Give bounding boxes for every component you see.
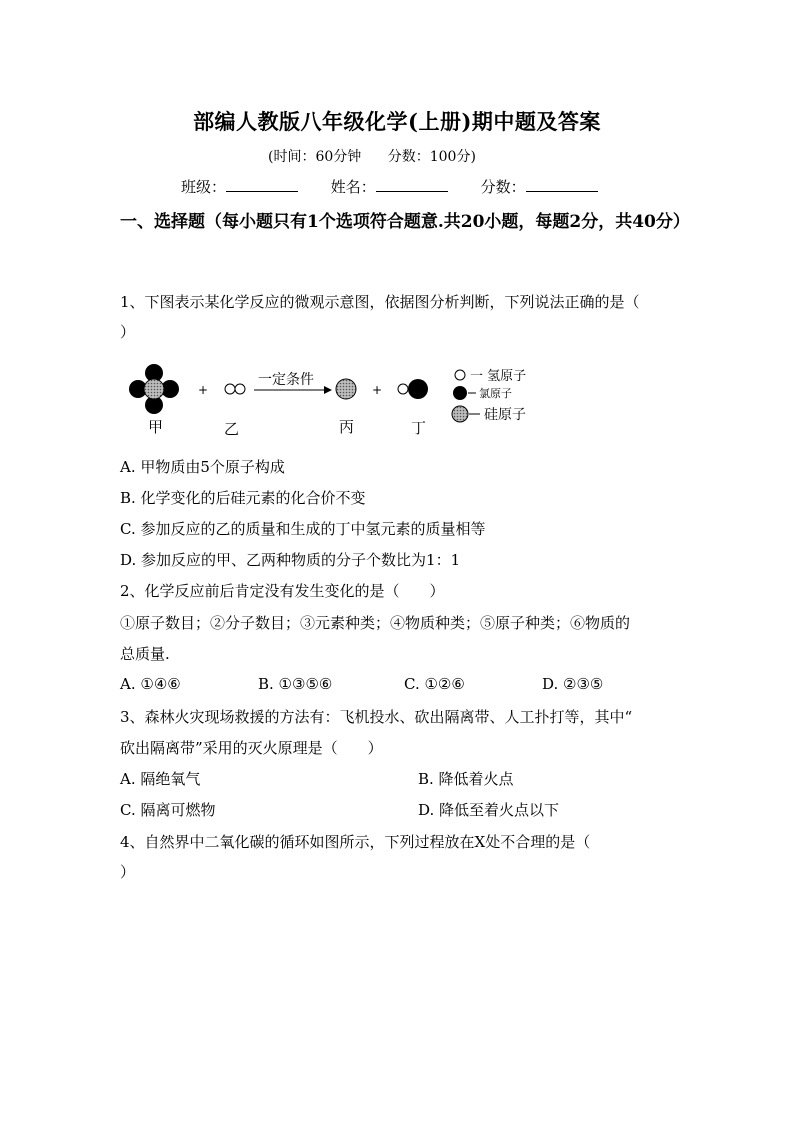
label-jia: 甲 xyxy=(148,418,164,436)
legend-silicon: 硅原子 xyxy=(484,407,526,423)
label-ding: 丁 xyxy=(411,419,427,437)
q2-stem: 2、化学反应前后肯定没有发生变化的是（ ） xyxy=(120,582,445,600)
page-title: 部编人教版八年级化学(上册)期中题及答案 xyxy=(193,109,601,134)
q3-stem-line2: 砍出隔离带”采用的灭火原理是（ ） xyxy=(120,739,383,757)
exam-time-score xyxy=(268,146,498,166)
name-label: 姓名： xyxy=(330,178,376,196)
exam-total-score: 分数：100分) xyxy=(387,149,476,165)
class-label: 班级： xyxy=(181,178,227,196)
q3-option-d[interactable]: D. 降低至着火点以下 xyxy=(418,801,560,819)
molecule-bing xyxy=(336,379,356,399)
legend-hydrogen: 一 氢原子 xyxy=(470,369,527,384)
class-blank[interactable] xyxy=(226,177,298,192)
q2-option-d[interactable]: D. ②③⑤ xyxy=(542,675,604,693)
reaction-condition: 一定条件 xyxy=(258,372,314,388)
q2-option-c[interactable]: C. ①②⑥ xyxy=(404,675,465,693)
q2-option-b[interactable]: B. ①③⑤⑥ xyxy=(258,675,333,693)
q1-reaction-diagram xyxy=(120,358,560,442)
q1-option-d[interactable]: D. 参加反应的甲、乙两种物质的分子个数比为1：1 xyxy=(120,551,461,569)
molecule-yi xyxy=(225,384,245,394)
diagram-legend xyxy=(452,369,526,423)
section-heading: 一、选择题（每小题只有1个选项符合题意.共20小题，每题2分，共40分） xyxy=(120,212,690,232)
plus-sign-1: + xyxy=(198,383,209,397)
label-bing: 丙 xyxy=(339,418,355,436)
score-label: 分数： xyxy=(480,178,526,196)
q4-stem-line1: 4、自然界中二氧化碳的循环如图所示，下列过程放在X处不合理的是（ xyxy=(120,833,591,851)
q3-option-c[interactable]: C. 隔离可燃物 xyxy=(120,801,216,819)
molecule-ding xyxy=(398,379,428,399)
legend-chlorine: 氯原子 xyxy=(479,387,512,400)
q1-stem-line1: 1、下图表示某化学反应的微观示意图，依据图分析判断，下列说法正确的是（ xyxy=(120,293,640,311)
q3-option-b[interactable]: B. 降低着火点 xyxy=(418,770,514,788)
q1-stem-line2: ） xyxy=(120,323,136,341)
q1-option-b[interactable]: B. 化学变化的后硅元素的化合价不变 xyxy=(120,489,366,507)
exam-time: (时间：60分钟 xyxy=(268,149,362,165)
molecule-jia xyxy=(129,364,179,414)
name-blank[interactable] xyxy=(376,177,448,192)
q2-items-line1: ①原子数目；②分子数目；③元素种类；④物质种类；⑤原子种类；⑥物质的 xyxy=(120,614,631,632)
q1-option-c[interactable]: C. 参加反应的乙的质量和生成的丁中氢元素的质量相等 xyxy=(120,520,486,538)
plus-sign-2: + xyxy=(372,383,383,397)
label-yi: 乙 xyxy=(224,420,240,438)
q1-option-a[interactable]: A. 甲物质由5个原子构成 xyxy=(120,458,285,476)
q2-option-a[interactable]: A. ①④⑥ xyxy=(120,675,181,693)
score-blank[interactable] xyxy=(526,177,598,192)
q3-option-a[interactable]: A. 隔绝氧气 xyxy=(120,770,201,788)
q4-stem-line2: ） xyxy=(120,863,136,881)
student-info-line xyxy=(181,176,626,197)
q2-items-line2: 总质量. xyxy=(120,645,170,663)
q3-stem-line1: 3、森林火灾现场救援的方法有：飞机投水、砍出隔离带、人工扑打等，其中“ xyxy=(120,708,633,726)
